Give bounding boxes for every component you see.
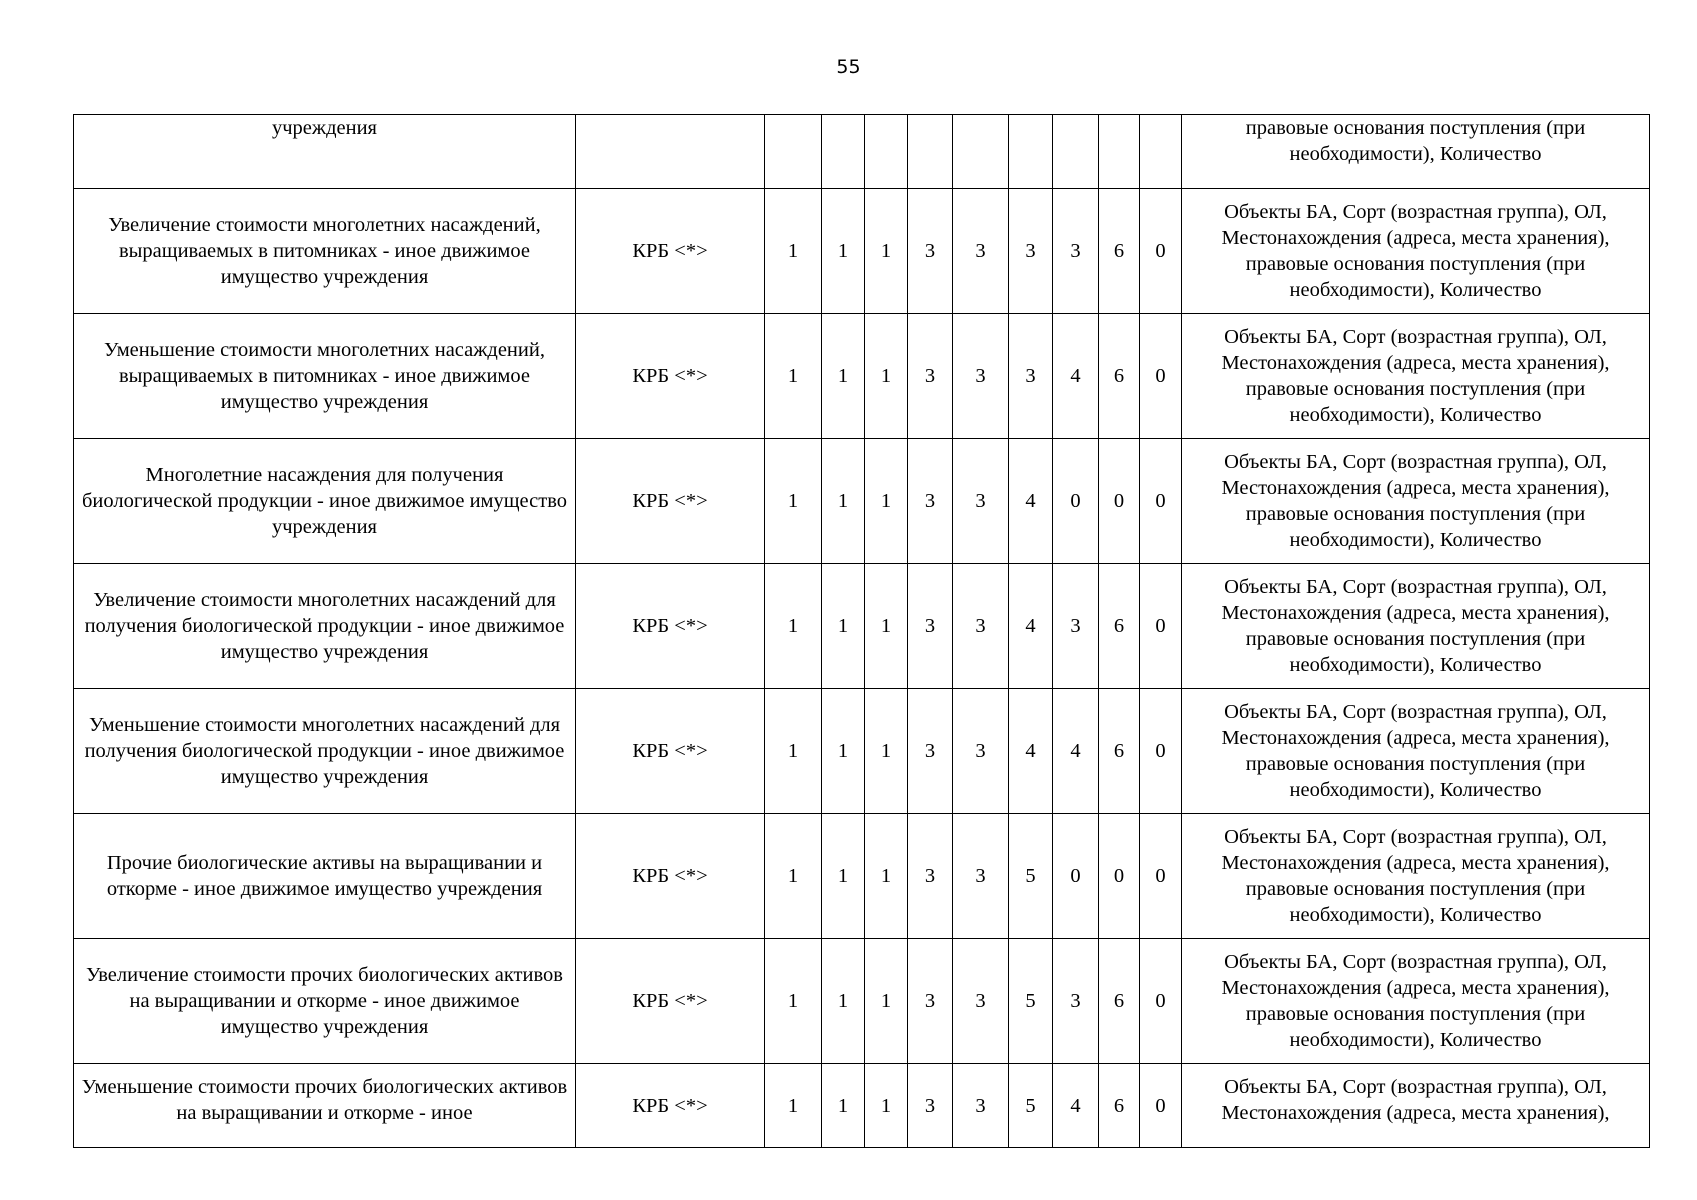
digit-cell: 1	[865, 814, 908, 939]
basis-cell: КРБ <*>	[576, 314, 765, 439]
digit-cell: 1	[822, 689, 865, 814]
account-name-cell: Уменьшение стоимости прочих биологических активов на выращивании и откорме - иное	[74, 1064, 576, 1148]
digit-cell: 3	[908, 314, 953, 439]
table-row	[74, 439, 1650, 564]
digit-cell: 3	[1053, 564, 1099, 689]
digit-cell: 5	[1009, 814, 1053, 939]
digit-cell: 6	[1099, 1064, 1140, 1148]
account-name-cell: Уменьшение стоимости многолетних насаждений, выращиваемых в питомниках - иное движимое имущество учреждения	[74, 314, 576, 439]
digit-cell: 0	[1140, 1064, 1182, 1148]
digit-cell: 1	[765, 814, 822, 939]
digit-cell: 4	[1053, 1064, 1099, 1148]
digit-cell	[1140, 115, 1182, 189]
digit-cell: 3	[953, 689, 1009, 814]
digit-cell: 0	[1053, 439, 1099, 564]
digit-cell	[865, 115, 908, 189]
digit-cell: 1	[822, 1064, 865, 1148]
digit-cell	[1099, 115, 1140, 189]
digit-cell: 0	[1053, 814, 1099, 939]
digit-cell: 0	[1140, 189, 1182, 314]
digit-cell: 3	[908, 189, 953, 314]
digit-cell: 4	[1053, 689, 1099, 814]
digit-cell: 0	[1099, 439, 1140, 564]
accounts-table	[73, 114, 1650, 1148]
digit-cell: 6	[1099, 689, 1140, 814]
digit-cell: 4	[1009, 439, 1053, 564]
digit-cell: 6	[1099, 939, 1140, 1064]
digit-cell: 1	[822, 189, 865, 314]
table-row	[74, 814, 1650, 939]
basis-cell	[576, 115, 765, 189]
account-name-cell: Многолетние насаждения для получения биологической продукции - иное движимое имущество учреждения	[74, 439, 576, 564]
attributes-cell: Объекты БА, Сорт (возрастная группа), ОЛ, Местонахождения (адреса, места хранения), правовые основания поступления (при необходимости), Количество	[1182, 689, 1650, 814]
attributes-cell: Объекты БА, Сорт (возрастная группа), ОЛ, Местонахождения (адреса, места хранения), правовые основания поступления (при необходимости), Количество	[1182, 439, 1650, 564]
digit-cell: 1	[822, 439, 865, 564]
table-row	[74, 1064, 1650, 1148]
digit-cell: 0	[1140, 564, 1182, 689]
digit-cell: 0	[1140, 314, 1182, 439]
attributes-cell: правовые основания поступления (при необходимости), Количество	[1182, 115, 1650, 189]
digit-cell: 4	[1009, 564, 1053, 689]
digit-cell	[1053, 115, 1099, 189]
digit-cell: 1	[765, 939, 822, 1064]
digit-cell: 3	[1009, 189, 1053, 314]
table-row	[74, 189, 1650, 314]
attributes-cell: Объекты БА, Сорт (возрастная группа), ОЛ, Местонахождения (адреса, места хранения), правовые основания поступления (при необходимости), Количество	[1182, 939, 1650, 1064]
digit-cell: 0	[1140, 439, 1182, 564]
page-number: 55	[836, 56, 861, 78]
digit-cell: 3	[908, 939, 953, 1064]
basis-cell: КРБ <*>	[576, 814, 765, 939]
digit-cell: 1	[822, 314, 865, 439]
digit-cell	[953, 115, 1009, 189]
digit-cell: 4	[1053, 314, 1099, 439]
digit-cell: 3	[953, 314, 1009, 439]
table-row	[74, 564, 1650, 689]
digit-cell: 1	[865, 689, 908, 814]
digit-cell: 3	[1009, 314, 1053, 439]
attributes-cell: Объекты БА, Сорт (возрастная группа), ОЛ, Местонахождения (адреса, места хранения),	[1182, 1064, 1650, 1148]
digit-cell: 1	[822, 939, 865, 1064]
digit-cell: 5	[1009, 939, 1053, 1064]
digit-cell: 3	[908, 1064, 953, 1148]
table-row	[74, 314, 1650, 439]
digit-cell: 1	[765, 439, 822, 564]
account-name-cell: Уменьшение стоимости многолетних насаждений для получения биологической продукции - иное движимое имущество учреждения	[74, 689, 576, 814]
digit-cell: 1	[765, 189, 822, 314]
account-name-cell: Увеличение стоимости прочих биологических активов на выращивании и откорме - иное движимое имущество учреждения	[74, 939, 576, 1064]
digit-cell: 1	[822, 564, 865, 689]
account-name-cell: учреждения	[74, 115, 576, 189]
digit-cell: 1	[765, 314, 822, 439]
attributes-cell: Объекты БА, Сорт (возрастная группа), ОЛ, Местонахождения (адреса, места хранения), правовые основания поступления (при необходимости), Количество	[1182, 564, 1650, 689]
attributes-cell: Объекты БА, Сорт (возрастная группа), ОЛ, Местонахождения (адреса, места хранения), правовые основания поступления (при необходимости), Количество	[1182, 314, 1650, 439]
basis-cell: КРБ <*>	[576, 1064, 765, 1148]
basis-cell: КРБ <*>	[576, 939, 765, 1064]
digit-cell: 3	[908, 564, 953, 689]
digit-cell: 1	[865, 189, 908, 314]
account-name-cell: Прочие биологические активы на выращивании и откорме - иное движимое имущество учреждения	[74, 814, 576, 939]
digit-cell	[908, 115, 953, 189]
digit-cell: 1	[865, 939, 908, 1064]
digit-cell: 5	[1009, 1064, 1053, 1148]
digit-cell: 1	[865, 564, 908, 689]
digit-cell: 3	[908, 814, 953, 939]
digit-cell: 3	[1053, 939, 1099, 1064]
digit-cell	[822, 115, 865, 189]
digit-cell: 3	[908, 439, 953, 564]
digit-cell: 1	[765, 1064, 822, 1148]
digit-cell: 0	[1140, 939, 1182, 1064]
table-row	[74, 689, 1650, 814]
digit-cell: 6	[1099, 314, 1140, 439]
account-name-cell: Увеличение стоимости многолетних насаждений для получения биологической продукции - иное движимое имущество учреждения	[74, 564, 576, 689]
digit-cell: 3	[908, 689, 953, 814]
digit-cell: 1	[765, 689, 822, 814]
digit-cell: 3	[953, 939, 1009, 1064]
table-row	[74, 939, 1650, 1064]
digit-cell: 1	[865, 1064, 908, 1148]
digit-cell	[1009, 115, 1053, 189]
digit-cell: 1	[765, 564, 822, 689]
digit-cell: 0	[1099, 814, 1140, 939]
basis-cell: КРБ <*>	[576, 564, 765, 689]
digit-cell: 1	[865, 314, 908, 439]
digit-cell: 3	[953, 1064, 1009, 1148]
digit-cell: 4	[1009, 689, 1053, 814]
account-name-cell: Увеличение стоимости многолетних насаждений, выращиваемых в питомниках - иное движимое имущество учреждения	[74, 189, 576, 314]
digit-cell	[765, 115, 822, 189]
basis-cell: КРБ <*>	[576, 439, 765, 564]
attributes-cell: Объекты БА, Сорт (возрастная группа), ОЛ, Местонахождения (адреса, места хранения), правовые основания поступления (при необходимости), Количество	[1182, 189, 1650, 314]
digit-cell: 0	[1140, 689, 1182, 814]
digit-cell: 3	[1053, 189, 1099, 314]
table-row	[74, 115, 1650, 189]
digit-cell: 3	[953, 814, 1009, 939]
attributes-cell: Объекты БА, Сорт (возрастная группа), ОЛ, Местонахождения (адреса, места хранения), правовые основания поступления (при необходимости), Количество	[1182, 814, 1650, 939]
digit-cell: 1	[865, 439, 908, 564]
digit-cell: 6	[1099, 189, 1140, 314]
digit-cell: 3	[953, 564, 1009, 689]
digit-cell: 3	[953, 439, 1009, 564]
digit-cell: 6	[1099, 564, 1140, 689]
basis-cell: КРБ <*>	[576, 189, 765, 314]
digit-cell: 1	[822, 814, 865, 939]
digit-cell: 3	[953, 189, 1009, 314]
digit-cell: 0	[1140, 814, 1182, 939]
basis-cell: КРБ <*>	[576, 689, 765, 814]
